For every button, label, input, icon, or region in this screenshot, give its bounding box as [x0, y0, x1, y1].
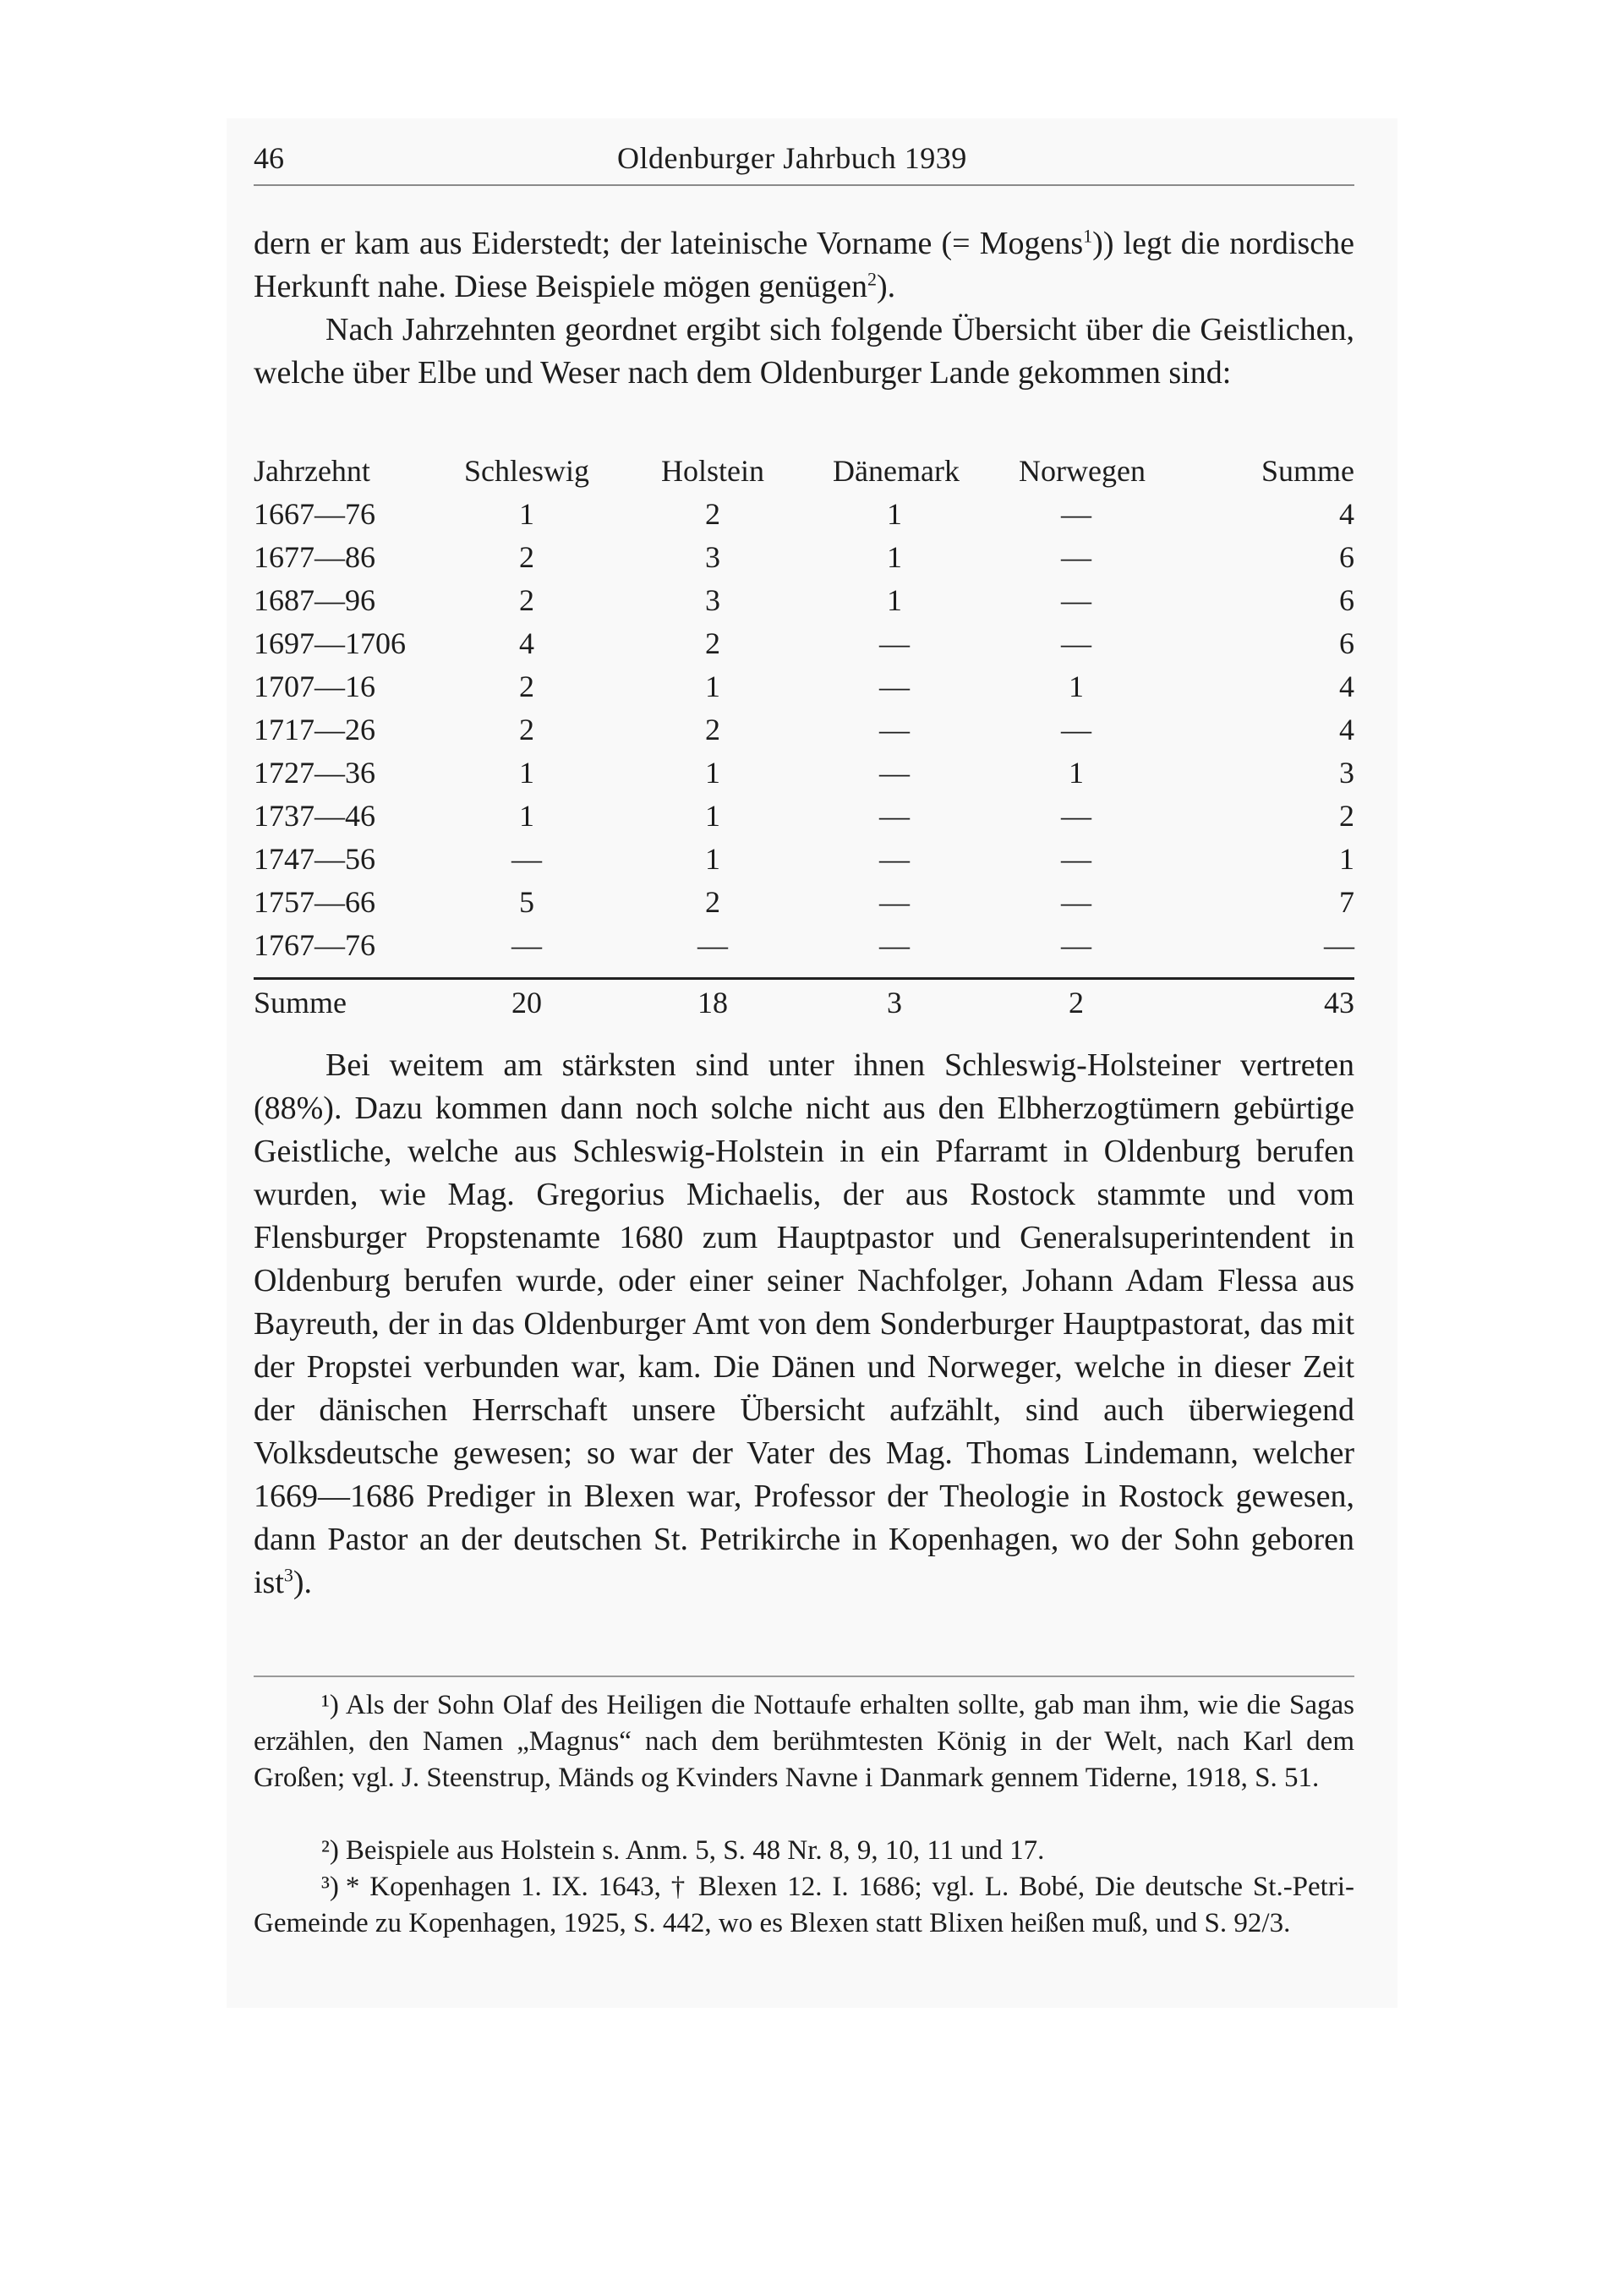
table-row [254, 669, 1354, 712]
table-row [254, 755, 1354, 798]
table-header-row [254, 453, 1354, 496]
table-cell: 1 [705, 670, 720, 703]
table-cell: 3 [1339, 756, 1354, 790]
table-cell: — [879, 713, 910, 746]
table-sum-row [254, 985, 1354, 1028]
footnote-mark: ³) [321, 1872, 339, 1902]
clergy-table [254, 453, 1354, 1028]
table-cell: — [697, 928, 728, 962]
table-cell: 2 [705, 885, 720, 919]
footnote-1 [254, 1687, 1354, 1796]
table-cell: 6 [1339, 583, 1354, 617]
table-cell: — [511, 842, 542, 876]
table-cell: 2 [519, 540, 534, 574]
table-cell: 1757—66 [254, 885, 375, 919]
footnote-text: Beispiele aus Holstein s. Anm. 5, S. 48 Nr. 8, 9, 10, 11 und 17. [345, 1835, 1045, 1866]
table-cell: — [1061, 885, 1091, 919]
paragraph-1-text-a: dern er kam aus Eiderstedt; der lateinische Vorname (= Mogens [254, 226, 1084, 261]
table-body [254, 496, 1354, 970]
footnote-text: Als der Sohn Olaf des Heiligen die Nottaufe erhalten sollte, gab man ihm, wie die Sagas erzählen, den Namen „Magnus“ nach dem berühmtesten König in der Welt, nach Karl dem Großen; vgl. J. Steenstrup, Mänds og Kvinders Navne i Danmark gennem Tiderne, 1918, S. 51. [254, 1690, 1354, 1793]
header-rule [254, 184, 1354, 186]
footnote-3 [254, 1869, 1354, 1942]
paragraph-3-text-b: ). [293, 1565, 313, 1600]
table-cell: 1 [887, 497, 902, 531]
table-header-cell: Schleswig [464, 454, 589, 488]
table-cell: — [879, 670, 910, 703]
paragraph-1 [254, 222, 1354, 309]
table-row [254, 798, 1354, 841]
table-header-cell: Norwegen [1019, 454, 1146, 488]
table-cell: — [1061, 842, 1091, 876]
table-cell: 2 [705, 497, 720, 531]
table-cell: 1737—46 [254, 799, 375, 833]
table-header-cell: Dänemark [833, 454, 960, 488]
table-cell: 4 [1339, 713, 1354, 746]
table-row [254, 496, 1354, 539]
table-cell: 1 [705, 799, 720, 833]
table-cell: 6 [1339, 626, 1354, 660]
table-sum-cell: 2 [1069, 986, 1084, 1020]
table-cell: 5 [519, 885, 534, 919]
paragraph-2: Nach Jahrzehnten geordnet ergibt sich folgende Übersicht über die Geistlichen, welche über Elbe und Weser nach dem Oldenburger Lande gekommen sind: [254, 312, 1354, 391]
table-row [254, 841, 1354, 884]
table-cell: 2 [1339, 799, 1354, 833]
table-row [254, 539, 1354, 582]
paragraph-1-text-b: )) legt die nordische Herkunft nahe. Diese Beispiele mögen genügen [254, 226, 1354, 304]
table-cell: 1717—26 [254, 713, 375, 746]
table-cell: — [1061, 497, 1091, 531]
table-row [254, 712, 1354, 755]
table-header-cell: Holstein [661, 454, 764, 488]
table-cell: 1677—86 [254, 540, 375, 574]
table-cell: — [1061, 713, 1091, 746]
table-header-cell: Summe [1261, 454, 1354, 488]
table-cell: — [1061, 626, 1091, 660]
table-cell: — [1061, 799, 1091, 833]
table-sum-cell: 18 [697, 986, 728, 1020]
table-row [254, 582, 1354, 626]
table-cell: 4 [1339, 670, 1354, 703]
table-sum-rule [254, 977, 1354, 980]
table-row [254, 626, 1354, 669]
footnote-2 [254, 1833, 1354, 1869]
table-cell: 3 [705, 583, 720, 617]
running-header [254, 135, 1354, 183]
table-cell: 1747—56 [254, 842, 375, 876]
footnote-ref-1[interactable]: 1 [1083, 225, 1093, 247]
table-sum-cell: 20 [511, 986, 542, 1020]
running-title: Oldenburger Jahrbuch 1939 [617, 141, 967, 175]
table-cell: — [1061, 540, 1091, 574]
table-cell: 1 [519, 756, 534, 790]
table-cell: — [511, 928, 542, 962]
table-cell: 6 [1339, 540, 1354, 574]
table-cell: 1727—36 [254, 756, 375, 790]
table-sum-cell: Summe [254, 986, 347, 1020]
table-cell: 1 [887, 583, 902, 617]
table-cell: 1 [1339, 842, 1354, 876]
table-cell: 2 [519, 670, 534, 703]
table-cell: 4 [519, 626, 534, 660]
table-cell: 1 [887, 540, 902, 574]
table-cell: 1 [1069, 670, 1084, 703]
table-cell: 3 [705, 540, 720, 574]
table-cell: 1767—76 [254, 928, 375, 962]
table-cell: 1 [705, 756, 720, 790]
footnote-rule [254, 1676, 1354, 1677]
table-cell: 7 [1339, 885, 1354, 919]
table-cell: 2 [519, 713, 534, 746]
table-cell: — [1061, 583, 1091, 617]
table-header-cell: Jahrzehnt [254, 454, 370, 488]
table-cell: — [879, 928, 910, 962]
table-row [254, 927, 1354, 970]
table-cell: 1 [705, 842, 720, 876]
footnote-mark: ²) [321, 1835, 339, 1866]
table-cell: 2 [705, 626, 720, 660]
footnote-mark: ¹) [321, 1690, 339, 1720]
table-row [254, 884, 1354, 927]
table-cell: 1707—16 [254, 670, 375, 703]
table-cell: — [1324, 928, 1354, 962]
table-cell: 4 [1339, 497, 1354, 531]
table-cell: — [879, 885, 910, 919]
table-cell: 1 [519, 799, 534, 833]
table-cell: — [1061, 928, 1091, 962]
paragraph-1-text-c: ). [877, 269, 896, 304]
table-cell: — [879, 626, 910, 660]
table-cell: — [879, 842, 910, 876]
footnote-text: * Kopenhagen 1. IX. 1643, † Blexen 12. I. 1686; vgl. L. Bobé, Die deutsche St.-Petri-Gemeinde zu Kopenhagen, 1925, S. 442, wo es Blexen statt Blixen heißen muß, und S. 92/3. [254, 1872, 1354, 1938]
table-cell: 1667—76 [254, 497, 375, 531]
table-cell: 2 [519, 583, 534, 617]
table-cell: 1687—96 [254, 583, 375, 617]
table-cell: 2 [705, 713, 720, 746]
table-cell: — [879, 756, 910, 790]
paragraph-3 [254, 1044, 1354, 1604]
footnote-ref-3[interactable]: 3 [283, 1564, 293, 1586]
paragraph-3-text-a: Bei weitem am stärksten sind unter ihnen Schleswig-Holsteiner vertreten (88%). Dazu kommen dann noch solche nicht aus den Elbherzogtümern gebürtige Geistliche, welche aus Schleswig-Holstein in ein Pfarramt in Oldenburg berufen wurden, wie Mag. Gregorius Michaelis, der aus Rostock stammte und vom Flensburger Propstenamte 1680 zum Hauptpastor und Generalsuperintendent in Oldenburg berufen wurde, oder einer seiner Nachfolger, Johann Adam Flessa aus Bayreuth, der in das Oldenburger Amt von dem Sonderburger Hauptpastorat, das mit der Propstei verbunden war, kam. Die Dänen und Norweger, welche in dieser Zeit der dänischen Herrschaft unsere Übersicht aufzählt, sind auch überwiegend Volksdeutsche gewesen; so war der Vater des Mag. Thomas Lindemann, welcher 1669—1686 Prediger in Blexen war, Professor der Theologie in Rostock gewesen, dann Pastor an der deutschen St. Petrikirche in Kopenhagen, wo der Sohn geboren ist [254, 1047, 1354, 1600]
footnote-ref-2[interactable]: 2 [867, 268, 877, 290]
table-sum-cell: 3 [887, 986, 902, 1020]
table-cell: 1 [1069, 756, 1084, 790]
table-cell: 1 [519, 497, 534, 531]
table-sum-cell: 43 [1324, 986, 1354, 1020]
page-number: 46 [254, 141, 284, 175]
table-cell: — [879, 799, 910, 833]
table-cell: 1697—1706 [254, 626, 406, 660]
